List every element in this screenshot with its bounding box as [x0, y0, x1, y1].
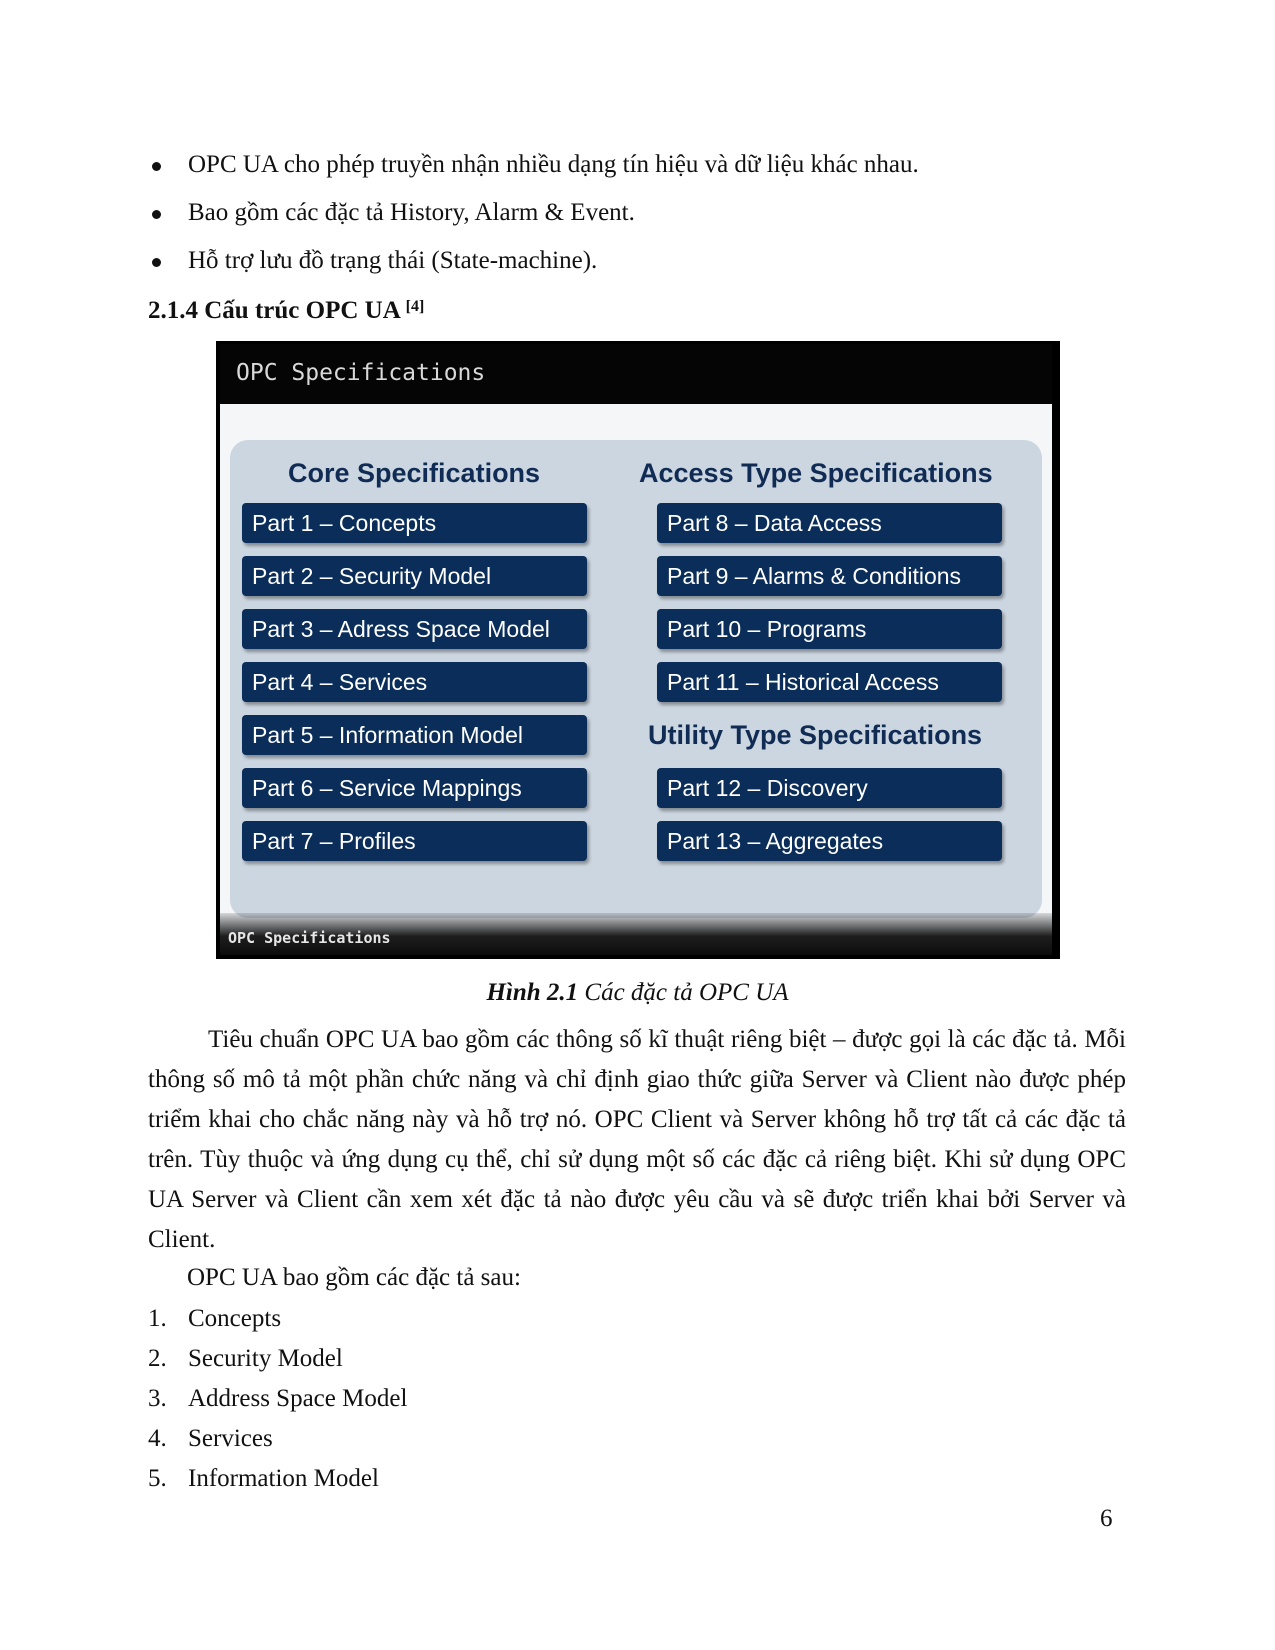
spec-part-8: Part 8 – Data Access	[657, 503, 1002, 543]
spec-part-13: Part 13 – Aggregates	[657, 821, 1002, 861]
bullet-text: Hỗ trợ lưu đồ trạng thái (State-machine).	[188, 247, 598, 274]
list-item-text: Security Model	[188, 1345, 343, 1372]
figure-caption-label: Hình 2.1	[486, 979, 579, 1006]
specification-numbered-list	[148, 1304, 407, 1504]
bullet-item	[148, 150, 1148, 198]
feature-bullet-list	[148, 150, 1148, 294]
spec-part-7: Part 7 – Profiles	[242, 821, 587, 861]
bullet-item	[148, 246, 1148, 294]
list-item-number: 5.	[148, 1465, 167, 1492]
spec-part-1: Part 1 – Concepts	[242, 503, 587, 543]
list-item-number: 1.	[148, 1305, 167, 1332]
spec-part-3: Part 3 – Adress Space Model	[242, 609, 587, 649]
section-title: 2.1.4 Cấu trúc OPC UA	[148, 297, 400, 324]
figure-body	[220, 404, 1052, 955]
section-heading	[148, 296, 424, 326]
spec-part-10: Part 10 – Programs	[657, 609, 1002, 649]
list-item	[148, 1304, 407, 1344]
figure-caption	[0, 978, 1275, 1008]
utility-type-specifications-title: Utility Type Specifications	[648, 720, 983, 750]
spec-part-6: Part 6 – Service Mappings	[242, 768, 587, 808]
body-paragraph: Tiêu chuẩn OPC UA bao gồm các thông số kĩ thuật riêng biệt – được gọi là các đặc tả. Mỗi thông số mô tả một phần chức năng và chỉ định giao thức giữa Server và Client nào được phép triểm khai cho chắc năng này và hỗ trợ nó. OPC Client và Server không hỗ trợ tất cả các đặc tả trên. Tùy thuộc và ứng dụng cụ thể, chỉ sử dụng một số các đặc cả riêng biệt. Khi sử dụng OPC UA Server và Client cần xem xét đặc tả nào được yêu cầu và sẽ được triển khai bởi Server và Client.	[148, 1026, 1126, 1253]
spec-part-5: Part 5 – Information Model	[242, 715, 587, 755]
spec-part-4: Part 4 – Services	[242, 662, 587, 702]
figure-title-bar	[220, 344, 1052, 404]
spec-part-11: Part 11 – Historical Access	[657, 662, 1002, 702]
list-item	[148, 1424, 407, 1464]
spec-part-12: Part 12 – Discovery	[657, 768, 1002, 808]
list-item	[148, 1384, 407, 1424]
bullet-text: Bao gồm các đặc tả History, Alarm & Event.	[188, 199, 635, 226]
list-item-text: Services	[188, 1425, 273, 1452]
bullet-dot-icon	[152, 210, 161, 219]
spec-part-2: Part 2 – Security Model	[242, 556, 587, 596]
bullet-item	[148, 198, 1148, 246]
section-reference: [4]	[405, 298, 425, 315]
figure-footer-label: OPC Specifications	[228, 929, 391, 947]
figure-window-title: OPC Specifications	[236, 360, 486, 386]
figure-caption-text: Các đặc tả OPC UA	[578, 979, 789, 1006]
list-item-text: Information Model	[188, 1465, 379, 1492]
list-item-number: 3.	[148, 1385, 167, 1412]
list-intro: OPC UA bao gồm các đặc tả sau:	[187, 1264, 521, 1291]
access-type-specifications-title: Access Type Specifications	[639, 458, 993, 488]
list-item-number: 4.	[148, 1425, 167, 1452]
list-item	[148, 1464, 407, 1504]
opc-specifications-figure	[216, 341, 1060, 959]
bullet-dot-icon	[152, 258, 161, 267]
list-item	[148, 1344, 407, 1384]
bullet-dot-icon	[152, 162, 161, 171]
figure-footer-bar	[220, 913, 1052, 955]
spec-part-9: Part 9 – Alarms & Conditions	[657, 556, 1002, 596]
page-number: 6	[1100, 1505, 1113, 1532]
list-item-number: 2.	[148, 1345, 167, 1372]
specifications-panel	[230, 440, 1042, 918]
core-specifications-title: Core Specifications	[288, 458, 541, 488]
list-item-text: Address Space Model	[188, 1385, 408, 1412]
list-item-text: Concepts	[188, 1305, 282, 1332]
bullet-text: OPC UA cho phép truyền nhận nhiều dạng tín hiệu và dữ liệu khác nhau.	[188, 151, 919, 178]
